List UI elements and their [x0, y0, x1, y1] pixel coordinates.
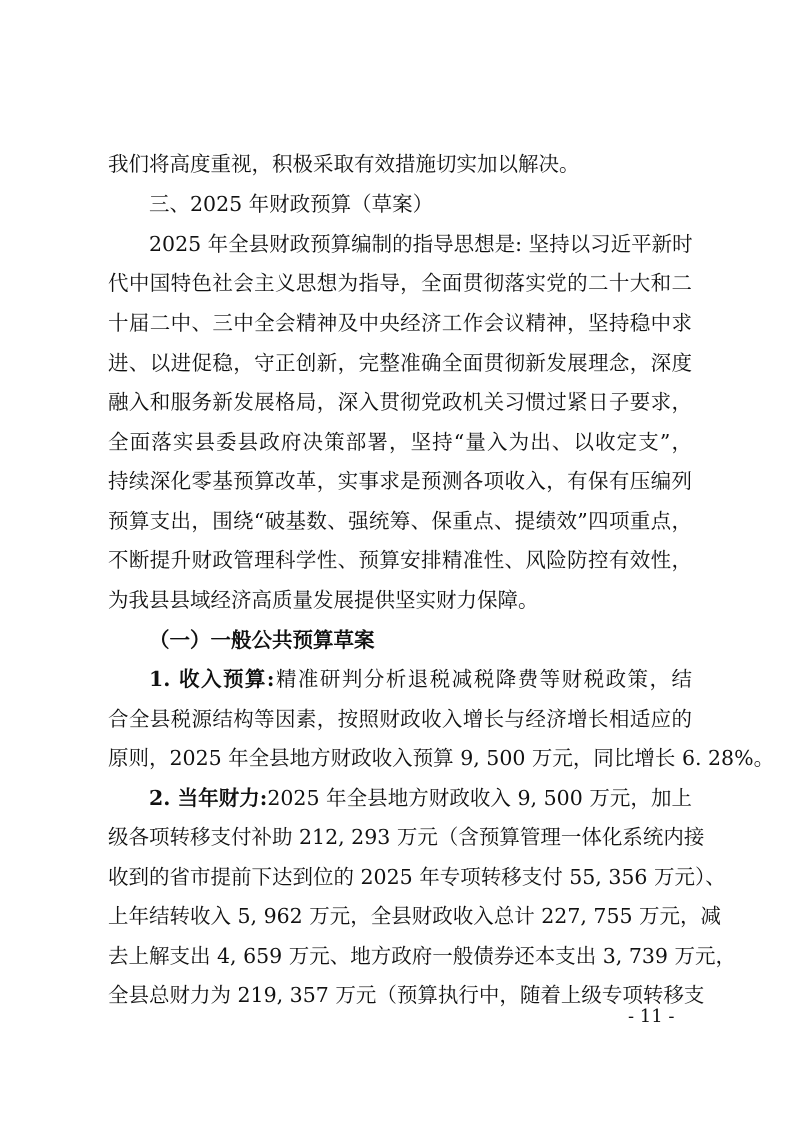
- paragraph-line: 为我县县域经济高质量发展提供坚实财力保障。: [108, 588, 539, 612]
- paragraph-line: 上年结转收入 5, 962 万元，全县财政收入总计 227, 755 万元，减: [108, 904, 722, 928]
- paragraph-line: [149, 780, 692, 816]
- paragraph-line: 十届二中、三中全会精神及中央经济工作会议精神，坚持稳中求: [108, 311, 692, 335]
- paragraph-line: 全县总财力为 219, 357 万元（预算执行中，随着上级专项转移支: [108, 983, 705, 1007]
- paragraph-line: 代中国特色社会主义思想为指导，全面贯彻落实党的二十大和二: [108, 271, 692, 295]
- paragraph-line: 2025 年全县财政预算编制的指导思想是: 坚持以习近平新时: [149, 232, 693, 256]
- paragraph-line: 原则，2025 年全县地方财政收入预算 9, 500 万元，同比增长 6. 28%。: [108, 746, 775, 770]
- paragraph-line: 全面落实县委县政府决策部署，坚持“量入为出、以收定支”，: [108, 430, 692, 454]
- paragraph-line: 进、以进促稳，守正创新，完整准确全面贯彻新发展理念，深度: [108, 351, 692, 375]
- paragraph-line: [149, 661, 692, 697]
- item-heading: 2. 当年财力:: [149, 786, 268, 810]
- paragraph-line: 去上解支出 4, 659 万元、地方政府一般债券还本支出 3, 739 万元，: [108, 944, 736, 968]
- item-heading: 1. 收入预算:: [149, 667, 275, 691]
- subsection-heading: （一）一般公共预算草案: [149, 628, 375, 652]
- paragraph-line: 融入和服务新发展格局，深入贯彻党政机关习惯过紧日子要求，: [108, 390, 692, 414]
- paragraph-line: 不断提升财政管理科学性、预算安排精准性、风险防控有效性，: [108, 548, 692, 572]
- paragraph-line: 合全县税源结构等因素，按照财政收入增长与经济增长相适应的: [108, 707, 692, 731]
- section-heading: 三、2025 年财政预算（草案）: [149, 192, 434, 216]
- paragraph-line: 我们将高度重视，积极采取有效措施切实加以解决。: [108, 152, 580, 176]
- item-text: 2025 年全县地方财政收入 9, 500 万元，加上: [267, 786, 692, 810]
- paragraph-line: 收到的省市提前下达到位的 2025 年专项转移支付 55, 356 万元）、: [108, 865, 726, 889]
- paragraph-line: 预算支出，围绕“破基数、强统筹、保重点、提绩效”四项重点，: [108, 509, 692, 533]
- paragraph-line: 级各项转移支付补助 212, 293 万元（含预算管理一体化系统内接: [108, 825, 705, 849]
- item-text: 精准研判分析退税减税降费等财税政策，结: [274, 667, 693, 691]
- page-number: - 11 -: [628, 1006, 675, 1027]
- paragraph-line: 持续深化零基预算改革，实事求是预测各项收入，有保有压编列: [108, 469, 692, 493]
